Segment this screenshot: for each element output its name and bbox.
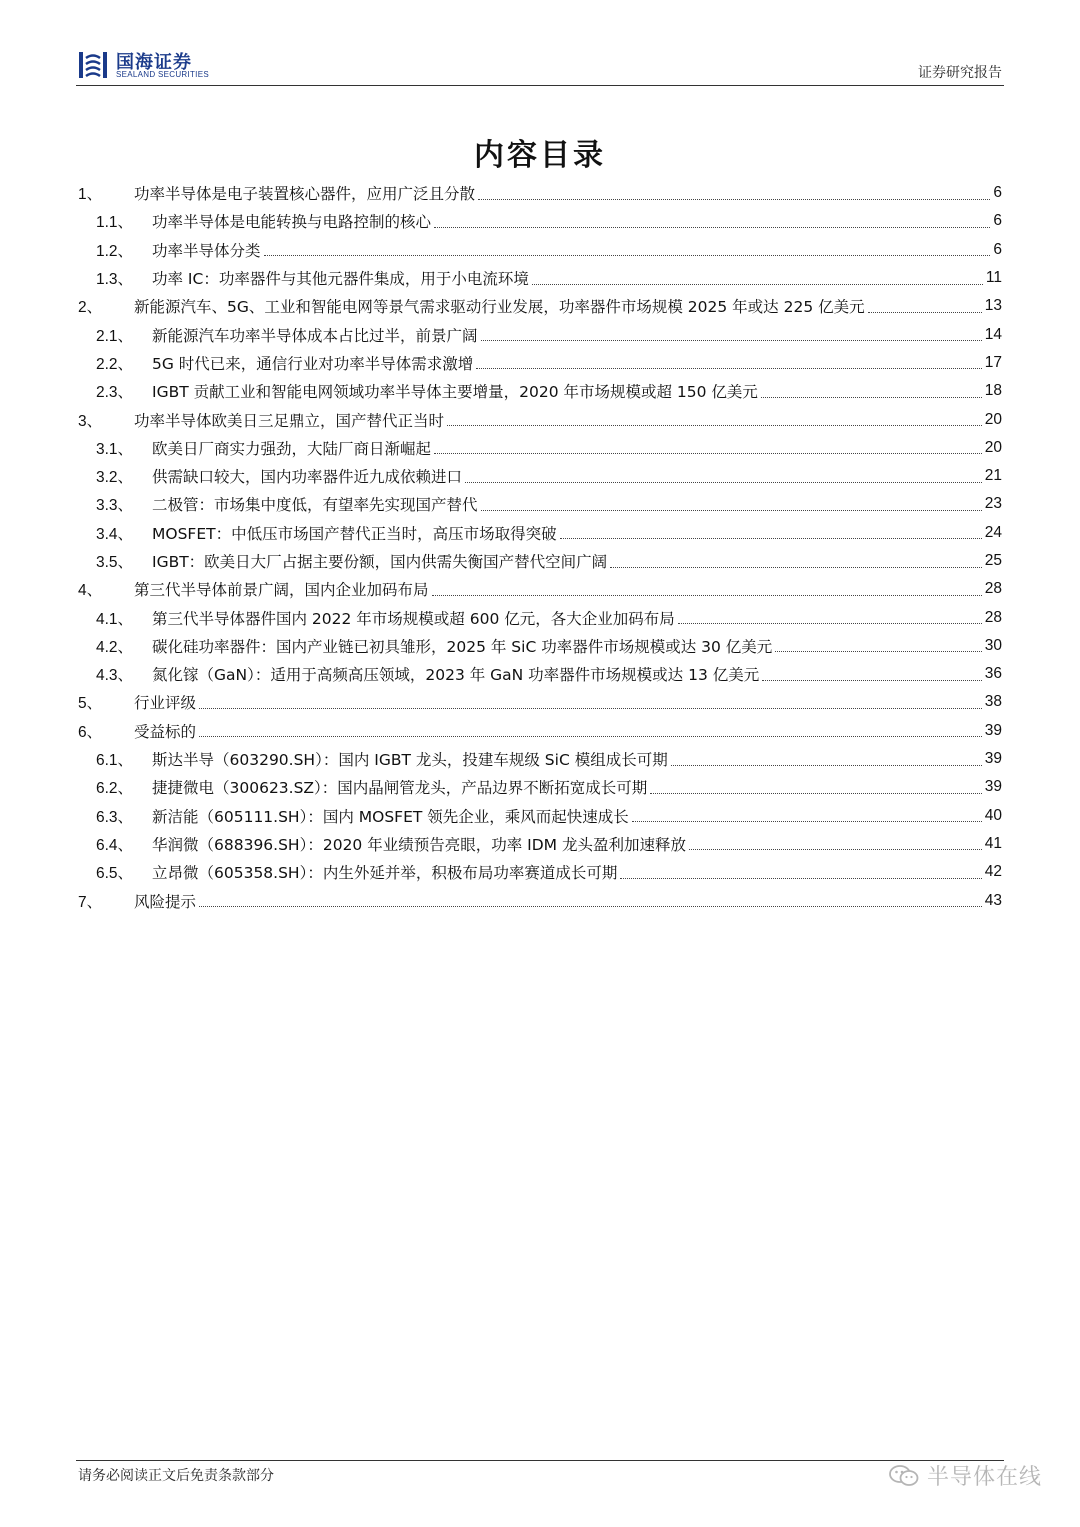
toc-dot-leader — [762, 680, 981, 681]
toc-entry[interactable] — [78, 773, 1002, 801]
toc-entry-page: 17 — [984, 353, 1002, 371]
toc-entry-number: 1.1、 — [96, 214, 134, 232]
toc-entry-page: 28 — [984, 608, 1002, 626]
toc-entry-title: 功率半导体分类 — [152, 241, 261, 260]
footer-divider — [76, 1460, 1004, 1461]
toc-dot-leader — [481, 340, 982, 341]
toc-entry-page: 40 — [984, 806, 1002, 824]
toc-entry-number: 6.2、 — [96, 780, 134, 798]
toc-entry[interactable] — [78, 575, 1002, 603]
toc-dot-leader — [610, 567, 982, 568]
toc-entry-page: 21 — [984, 467, 1002, 485]
toc-dot-leader — [434, 453, 982, 454]
toc-entry-page: 18 — [984, 382, 1002, 400]
toc-entry-number: 6.1、 — [96, 752, 134, 770]
toc-entry-number: 2.1、 — [96, 327, 134, 345]
toc-dot-leader — [432, 595, 982, 596]
toc-entry-number: 5、 — [78, 695, 103, 713]
toc-entry-number: 4、 — [78, 582, 103, 600]
toc-entry-title: 碳化硅功率器件：国内产业链已初具雏形，2025 年 SiC 功率器件市场规模或达 30 亿美元 — [152, 637, 773, 656]
toc-entry-number: 3.1、 — [96, 440, 134, 458]
toc-entry-number: 4.2、 — [96, 638, 134, 656]
toc-entry-page: 23 — [984, 495, 1002, 513]
toc-entry[interactable] — [78, 802, 1002, 830]
toc-entry-title: 氮化镓（GaN）：适用于高频高压领域，2023 年 GaN 功率器件市场规模或达 13 亿美元 — [152, 666, 760, 685]
header-divider — [76, 85, 1004, 86]
toc-entry-page: 39 — [984, 750, 1002, 768]
toc-dot-leader — [532, 284, 983, 285]
logo-text-cn: 国海证券 — [116, 52, 192, 73]
toc-entry-number: 3、 — [78, 412, 103, 430]
toc-entry[interactable] — [78, 519, 1002, 547]
wechat-icon — [889, 1464, 919, 1488]
toc-entry[interactable] — [78, 830, 1002, 858]
toc-entry-page: 11 — [985, 269, 1002, 287]
toc-entry-number: 2、 — [78, 299, 103, 317]
toc-entry-page: 43 — [984, 891, 1002, 909]
toc-entry-number: 1.2、 — [96, 242, 134, 260]
toc-entry-title: 捷捷微电（300623.SZ）：国内晶闸管龙头，产品边界不断拓宽成长可期 — [152, 779, 648, 798]
toc-entry[interactable] — [78, 660, 1002, 688]
toc-entry[interactable] — [78, 688, 1002, 716]
toc-entry[interactable] — [78, 886, 1002, 914]
toc-entry-page: 36 — [984, 665, 1002, 683]
toc-dot-leader — [447, 425, 982, 426]
toc-entry-page: 13 — [984, 297, 1002, 315]
toc-entry-title: IGBT 贡献工业和智能电网领域功率半导体主要增量，2020 年市场规模或超 150 亿美元 — [152, 383, 758, 402]
toc-entry-number: 3.2、 — [96, 469, 134, 487]
toc-entry-title: 欧美日厂商实力强劲，大陆厂商日渐崛起 — [152, 439, 432, 458]
toc-entry-page: 41 — [984, 834, 1002, 852]
toc-entry-title: 斯达半导（603290.SH）：国内 IGBT 龙头，投建车规级 SiC 模组成长可期 — [152, 751, 668, 770]
toc-entry-number: 2.2、 — [96, 355, 134, 373]
toc-entry-title: 供需缺口较大，国内功率器件近九成依赖进口 — [152, 468, 463, 487]
toc-entry-title: 功率半导体是电能转换与电路控制的核心 — [152, 213, 432, 232]
toc-entry[interactable] — [78, 462, 1002, 490]
toc-dot-leader — [264, 255, 991, 256]
toc-heading: 内容目录 — [474, 138, 606, 173]
toc-entry-number: 4.1、 — [96, 610, 134, 628]
watermark-text: 半导体在线 — [926, 1465, 1042, 1490]
toc-entry-number: 4.3、 — [96, 667, 134, 685]
toc-entry[interactable] — [78, 207, 1002, 235]
toc-entry[interactable] — [78, 320, 1002, 348]
toc-entry-title: 功率 IC：功率器件与其他元器件集成，用于小电流环境 — [152, 270, 529, 289]
footer-disclaimer: 请务必阅读正文后免责条款部分 — [78, 1468, 274, 1484]
toc-entry-title: 风险提示 — [134, 892, 197, 911]
toc-entry-page: 39 — [984, 778, 1002, 796]
toc-entry-title: 新能源汽车功率半导体成本占比过半，前景广阔 — [152, 326, 478, 345]
toc-entry-title: 第三代半导体器件国内 2022 年市场规模或超 600 亿元，各大企业加码布局 — [152, 609, 675, 628]
toc-entry-title: 二极管：市场集中度低，有望率先实现国产替代 — [152, 496, 478, 515]
toc-entry-number: 6.4、 — [96, 836, 134, 854]
toc-dot-leader — [650, 793, 981, 794]
toc-entry-page: 14 — [984, 325, 1002, 343]
toc-entry-page: 39 — [984, 721, 1002, 739]
toc-entry-title: 第三代半导体前景广阔，国内企业加码布局 — [134, 581, 429, 600]
toc-dot-leader — [761, 397, 982, 398]
toc-dot-leader — [199, 906, 982, 907]
toc-dot-leader — [632, 821, 982, 822]
toc-entry-title: 行业评级 — [134, 694, 197, 713]
toc-entry[interactable] — [78, 603, 1002, 631]
toc-entry[interactable] — [78, 490, 1002, 518]
toc-dot-leader — [560, 538, 982, 539]
toc-entry-number: 3.5、 — [96, 554, 134, 571]
toc-entry-page: 6 — [993, 212, 1002, 230]
toc-entry-number: 3.4、 — [96, 525, 134, 543]
toc-entry-title: 受益标的 — [134, 722, 197, 741]
toc-entry[interactable] — [78, 745, 1002, 773]
toc-entry-title: 5G 时代已来，通信行业对功率半导体需求激增 — [152, 354, 474, 373]
toc-entry[interactable] — [78, 858, 1002, 886]
toc-entry-page: 30 — [984, 636, 1002, 654]
toc-entry-page: 6 — [993, 240, 1002, 258]
toc-entry-title: IGBT：欧美日大厂占据主要份额，国内供需失衡国产替代空间广阔 — [152, 553, 608, 571]
toc-entry-page: 24 — [984, 523, 1002, 541]
toc-entry-title: 新洁能（605111.SH）：国内 MOSFET 领先企业，乘风而起快速成长 — [152, 807, 629, 826]
toc-entry-title: 立昂微（605358.SH）：内生外延并举，积极布局功率赛道成长可期 — [152, 864, 618, 883]
toc-entry-number: 1.3、 — [96, 271, 134, 289]
toc-entry-number: 6.3、 — [96, 808, 134, 826]
toc-entry-page: 20 — [984, 438, 1002, 456]
toc-entry[interactable] — [78, 434, 1002, 462]
toc-dot-leader — [868, 312, 982, 313]
table-of-contents — [78, 179, 1002, 915]
toc-entry[interactable] — [78, 547, 1002, 575]
toc-dot-leader — [689, 849, 982, 850]
toc-entry[interactable] — [78, 349, 1002, 377]
toc-entry[interactable] — [78, 236, 1002, 264]
logo-text-en: SEALAND SECURITIES — [116, 70, 209, 79]
page-header — [0, 0, 1080, 90]
company-logo — [78, 50, 208, 82]
toc-dot-leader — [465, 482, 982, 483]
toc-entry[interactable] — [78, 717, 1002, 745]
toc-entry-title: 功率半导体欧美日三足鼎立，国产替代正当时 — [134, 411, 445, 430]
toc-entry[interactable] — [78, 179, 1002, 207]
toc-entry-title: 新能源汽车、5G、工业和智能电网等景气需求驱动行业发展，功率器件市场规模 2025 年或达 225 亿美元 — [134, 298, 865, 317]
toc-dot-leader — [434, 227, 990, 228]
toc-dot-leader — [199, 736, 982, 737]
toc-entry-title: MOSFET：中低压市场国产替代正当时，高压市场取得突破 — [152, 524, 557, 543]
toc-entry-number: 6、 — [78, 723, 103, 741]
toc-entry-page: 28 — [984, 580, 1002, 598]
toc-entry[interactable] — [78, 405, 1002, 433]
toc-entry-page: 25 — [984, 552, 1002, 569]
toc-dot-leader — [671, 765, 982, 766]
toc-dot-leader — [678, 623, 982, 624]
toc-entry-title: 功率半导体是电子装置核心器件，应用广泛且分散 — [134, 185, 476, 204]
sealand-logo-icon — [78, 50, 108, 80]
toc-entry-page: 6 — [993, 184, 1002, 202]
toc-entry[interactable] — [78, 377, 1002, 405]
toc-dot-leader — [478, 199, 990, 200]
toc-entry[interactable] — [78, 264, 1002, 292]
toc-dot-leader — [481, 510, 982, 511]
toc-dot-leader — [775, 651, 981, 652]
toc-dot-leader — [199, 708, 982, 709]
toc-entry-number: 7、 — [78, 893, 103, 911]
toc-entry-number: 2.3、 — [96, 384, 134, 402]
toc-entry-number: 6.5、 — [96, 865, 134, 883]
toc-entry-title: 华润微（688396.SH）：2020 年业绩预告亮眼，功率 IDM 龙头盈利加速释放 — [152, 835, 686, 854]
toc-entry[interactable] — [78, 632, 1002, 660]
toc-dot-leader — [620, 878, 981, 879]
watermark — [889, 1460, 1042, 1491]
toc-entry-page: 38 — [984, 693, 1002, 711]
toc-entry-number: 3.3、 — [96, 497, 134, 515]
toc-entry-page: 42 — [984, 863, 1002, 881]
report-type-label: 证券研究报告 — [918, 65, 1002, 81]
toc-dot-leader — [476, 368, 981, 369]
toc-entry-page: 20 — [984, 410, 1002, 428]
toc-entry-number: 1、 — [78, 186, 103, 204]
toc-entry[interactable] — [78, 292, 1002, 320]
